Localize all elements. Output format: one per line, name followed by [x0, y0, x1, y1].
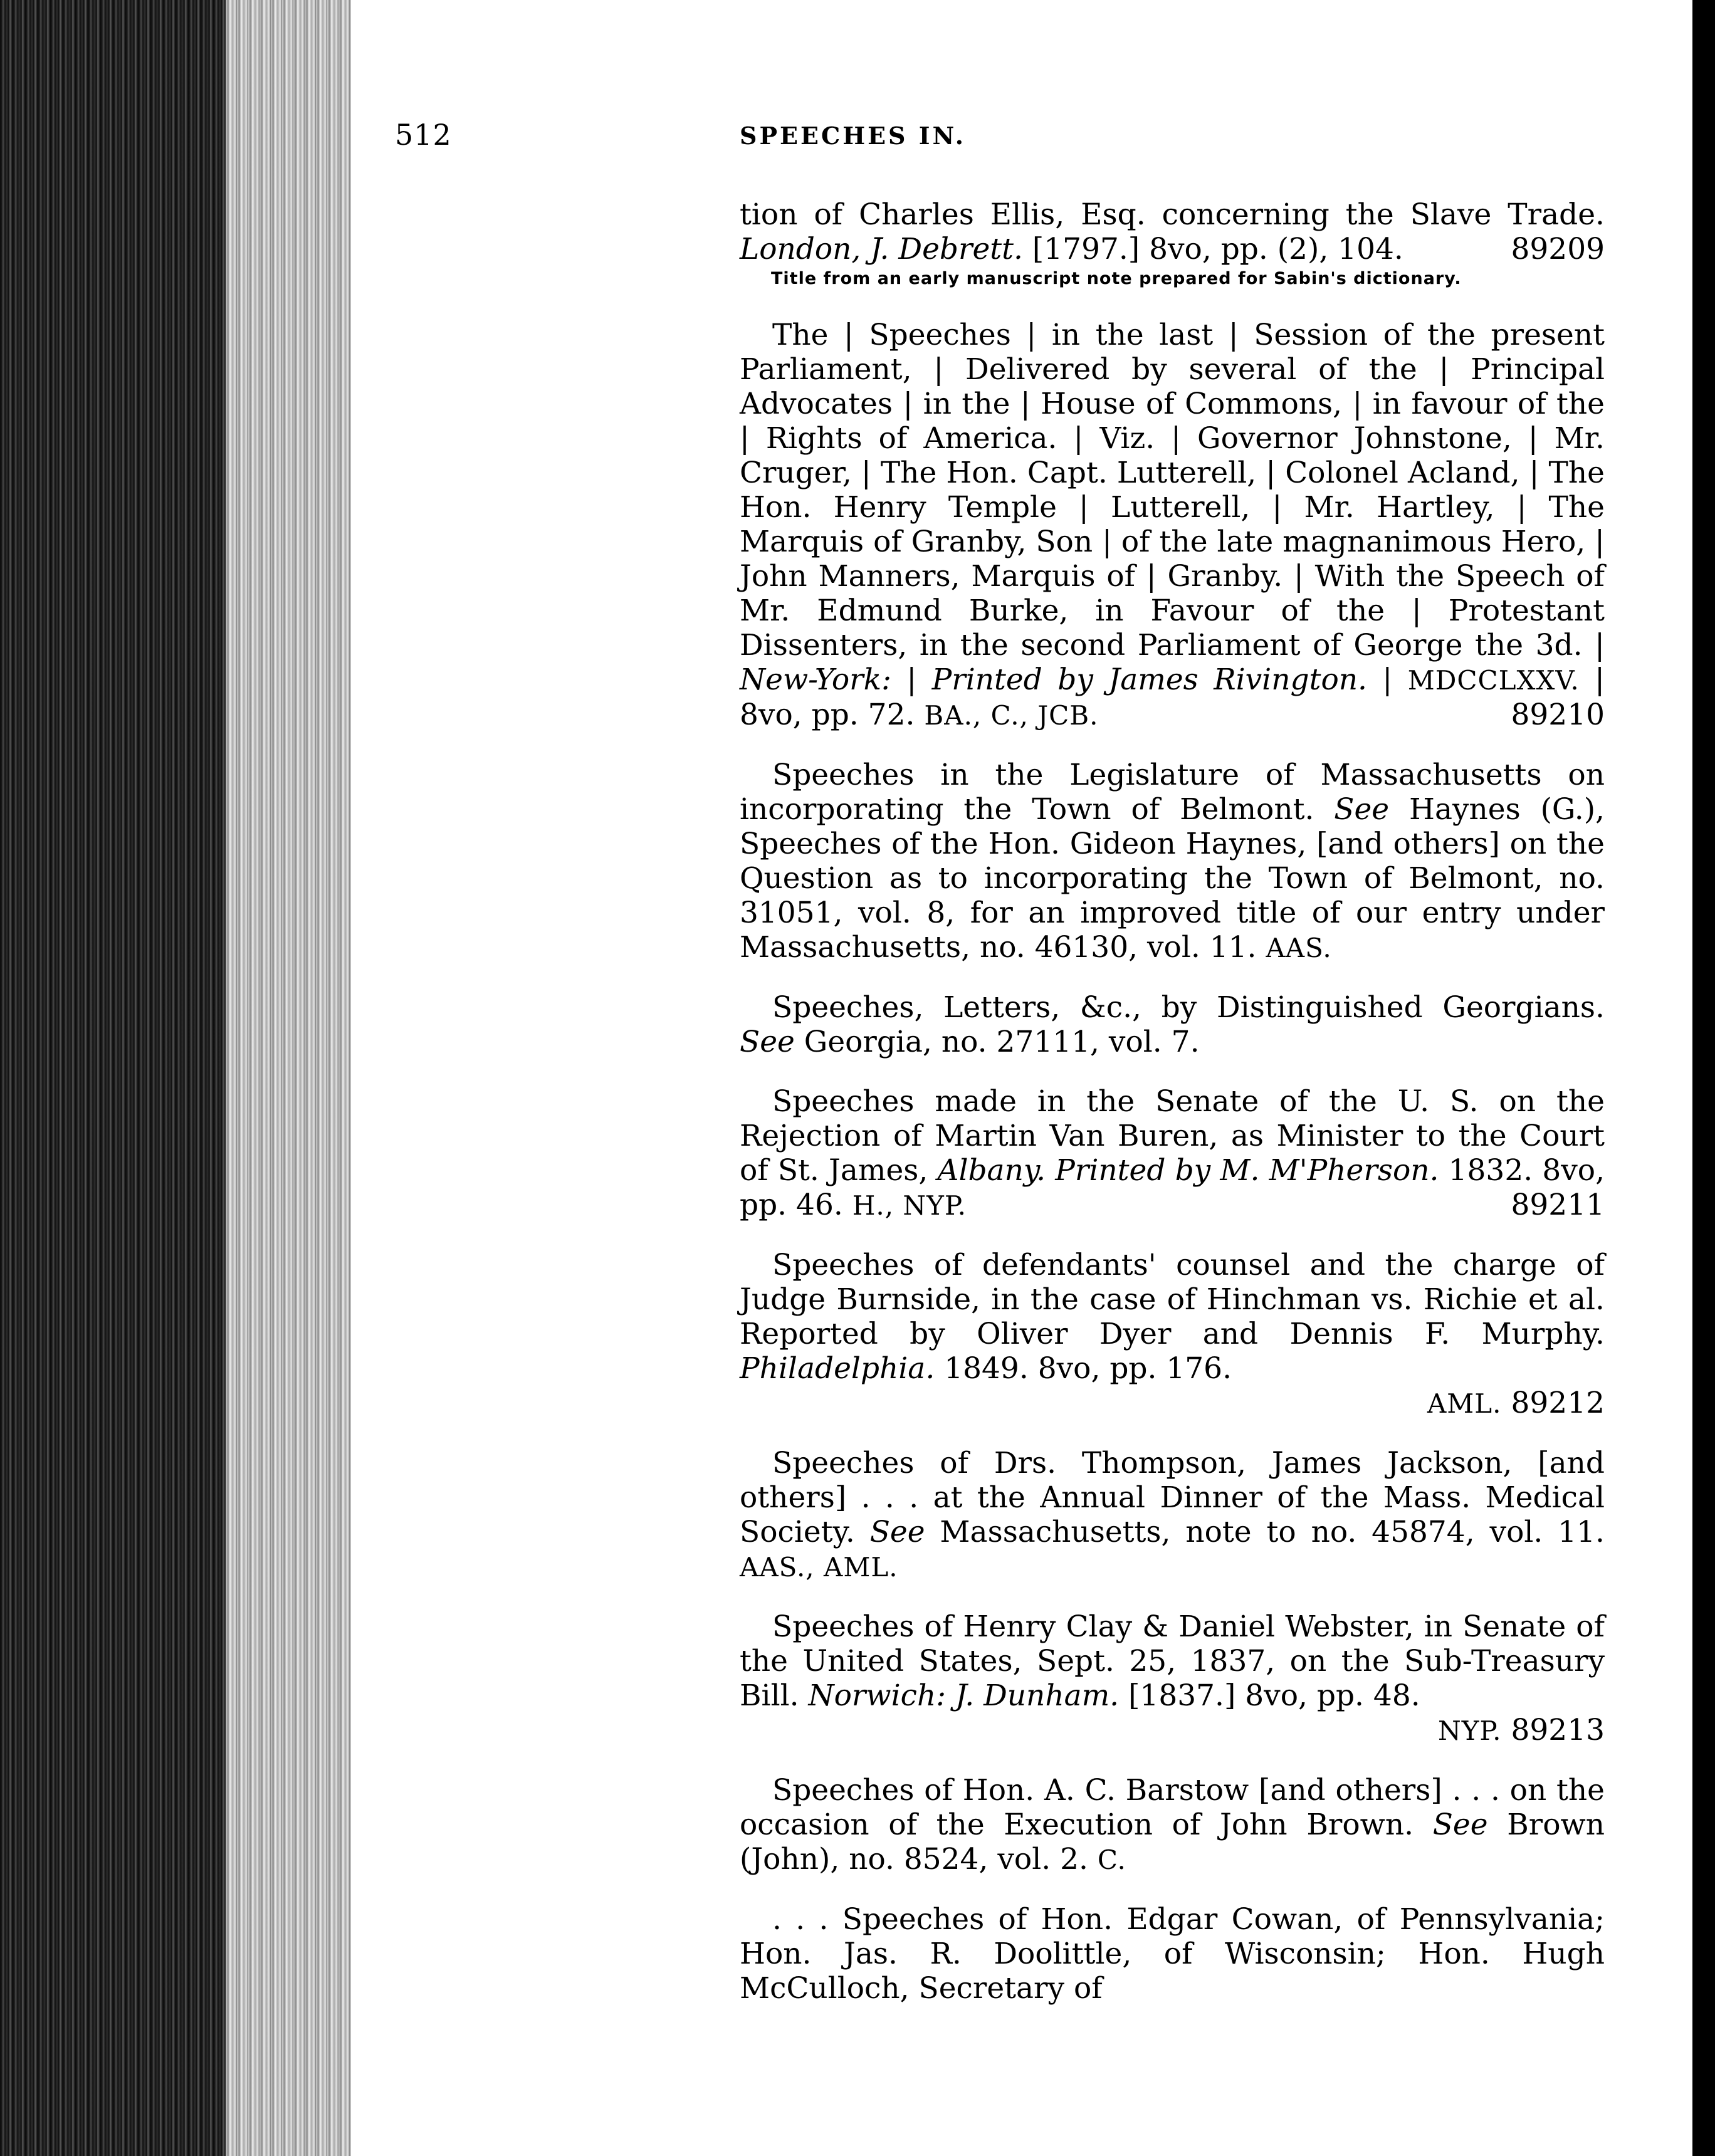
entry-holdings: BA., C., JCB.	[924, 700, 1099, 731]
entry-place: London,	[740, 232, 861, 266]
entry-number: 89213	[1511, 1713, 1605, 1747]
entry-john-brown	[740, 1773, 1605, 1877]
entry-number: 89211	[1511, 1188, 1605, 1222]
entry-text: [1837.] 8vo, pp. 48.	[1119, 1678, 1420, 1713]
entry-imprint: Norwich: J. Dunham.	[808, 1678, 1120, 1713]
entry-imprint: Albany. Printed by M. M'Pherson.	[937, 1153, 1439, 1188]
entry-text: . . . Speeches of Hon. Edgar Cowan, of Pennsylvania; Hon. Jas. R. Doolittle, of Wisconsin; Hon. Hugh McCulloch, Secretary of	[740, 1902, 1605, 2006]
entry-publisher: J. Debrett.	[870, 232, 1023, 266]
entry-89213	[740, 1609, 1605, 1748]
entry-holdings: H., NYP.	[852, 1190, 967, 1221]
entry-text: Speeches, Letters, &c., by Distinguished Georgians.	[772, 990, 1605, 1025]
entry-cowan	[740, 1902, 1605, 2006]
entry-text	[861, 232, 870, 266]
entry-number-group	[1405, 1713, 1605, 1748]
entry-text: |	[1366, 662, 1408, 697]
entry-holdings: NYP.	[1437, 1715, 1502, 1746]
running-title: SPEECHES IN.	[740, 122, 967, 150]
entry-text: Speeches in the Legislature of Massachusetts on incorporating the Town of Belmont.	[740, 758, 1605, 827]
entry-holdings: AAS., AML.	[740, 1552, 898, 1583]
entry-text: Haynes (G.), Speeches of the Hon. Gideon Haynes, [and others] on the Question as to incorporating the Town of Belmont, no. 31051, vol. 8, for an improved title of our entry under Massachusetts, no. 46130, vol. 11.	[740, 792, 1605, 965]
entry-text: 1832. 8vo, pp. 46.	[740, 1153, 1605, 1222]
see-reference: See	[869, 1515, 925, 1549]
entry-holdings: AAS.	[1266, 933, 1332, 963]
entry-text: tion of Charles Ellis, Esq. concerning the Slave Trade.	[740, 197, 1605, 232]
entry-medical-society	[740, 1446, 1605, 1584]
entry-georgians	[740, 990, 1605, 1059]
entry-text: The | Speeches | in the last | Session of the present Parliament, | Delivered by several of the | Principal Advocates | in the | House of Commons, | in favour of the | Rights of America. | Viz. | Governor Johnstone, | Mr. Cruger, | The Hon. Capt. Lutterell, | Colonel Acland, | The Hon. Henry Temple | Lutterell, | Mr. Hartley, | The Marquis of Granby, Son | of the late magnanimous Hero, | John Manners, Marquis of | Granby. | With the Speech of Mr. Edmund Burke, in Favour of the | Protestant Dissenters, in the second Parliament of George the 3d. |	[740, 318, 1605, 662]
entry-number: 89212	[1511, 1386, 1605, 1420]
entry-text: Brown (John), no. 8524, vol. 2.	[740, 1808, 1605, 1876]
entry-text: | 8vo, pp. 72.	[740, 662, 1605, 732]
entry-text: Georgia, no. 27111, vol. 7.	[794, 1025, 1200, 1059]
entry-text: Speeches of Drs. Thompson, James Jackson, [and others] . . . at the Annual Dinner of the Mass. Medical Society.	[740, 1446, 1605, 1549]
entry-text: Speeches of Hon. A. C. Barstow [and others] . . . on the occasion of the Execution of John Brown.	[740, 1773, 1605, 1842]
entry-note: Title from an early manuscript note prepared for Sabin's dictionary.	[771, 269, 1462, 288]
entry-number: 89209	[1511, 232, 1605, 266]
see-reference: See	[1432, 1808, 1488, 1842]
entry-date: MDCCLXXV.	[1407, 665, 1580, 696]
entry-text: Massachusetts, note to no. 45874, vol. 11.	[925, 1515, 1605, 1549]
entry-89210	[740, 318, 1605, 733]
entry-text: Speeches of defendants' counsel and the charge of Judge Burnside, in the case of Hinchman vs. Richie et al. Reported by Oliver Dyer and Dennis F. Murphy.	[740, 1248, 1605, 1351]
entry-89212	[740, 1248, 1605, 1421]
entry-holdings-line	[740, 1386, 1605, 1421]
entry-text: Speeches of Henry Clay & Daniel Webster, in Senate of the United States, Sept. 25, 1837, on the Sub-Treasury Bill.	[740, 1609, 1605, 1713]
entry-number: 89210	[1511, 698, 1605, 732]
entry-89211	[740, 1084, 1605, 1223]
entry-text: Speeches made in the Senate of the U. S. on the Rejection of Martin Van Buren, as Minister to the Court of St. James,	[740, 1084, 1605, 1188]
entry-89209	[740, 197, 1605, 266]
entry-text: [1797.] 8vo, pp. (2), 104.	[1022, 232, 1403, 266]
entry-imprint: New-York: | Printed by James Rivington.	[740, 662, 1367, 697]
entry-holdings: AML.	[1427, 1388, 1502, 1419]
entry-holdings: C.	[1097, 1845, 1126, 1875]
entry-text: 1849. 8vo, pp. 176.	[935, 1351, 1232, 1386]
see-reference: See	[1334, 792, 1390, 827]
bibliography-entries	[740, 197, 1605, 2031]
entry-imprint: Philadelphia.	[740, 1351, 935, 1386]
scan-border	[1692, 0, 1715, 2156]
see-reference: See	[740, 1025, 795, 1059]
page-number: 512	[395, 118, 452, 152]
book-spine	[0, 0, 351, 2156]
entry-belmont	[740, 758, 1605, 965]
